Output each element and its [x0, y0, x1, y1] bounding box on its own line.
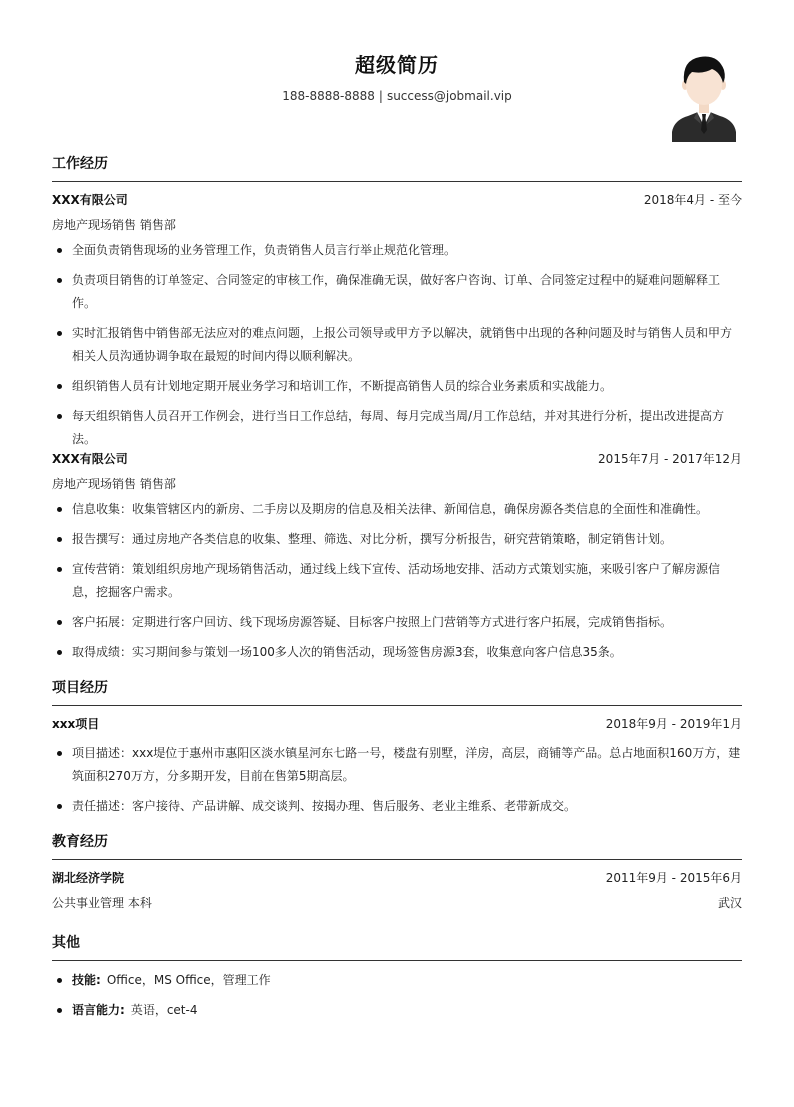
skills-label: 技能: [72, 973, 101, 987]
list-item: 客户拓展：定期进行客户回访、线下现场房源答疑、目标客户按照上门营销等方式进行客户拓展，完成销售指标。 [52, 611, 742, 634]
list-item: 取得成绩：实习期间参与策划一场100多人次的销售活动，现场签售房源3套，收集意向客户信息35条。 [52, 641, 742, 664]
education-detail-line [52, 895, 742, 911]
work-entry-header [52, 192, 742, 208]
language-value: 英语，cet-4 [130, 1003, 198, 1017]
candidate-name: 超级简历 [355, 53, 439, 77]
list-item [52, 969, 742, 992]
work-role-line [52, 217, 742, 233]
work-role-line [52, 476, 742, 492]
section-title-project: 项目经历 [52, 678, 742, 706]
work-bullets [52, 239, 742, 451]
section-title-education: 教育经历 [52, 832, 742, 860]
list-item: 宣传营销：策划组织房地产现场销售活动，通过线上线下宣传、活动场地安排、活动方式策划实施，来吸引客户了解房源信息，挖掘客户需求。 [52, 558, 742, 604]
list-item: 负责项目销售的订单签定、合同签定的审核工作，确保准确无误，做好客户咨询、订单、合同签定过程中的疑难问题解释工作。 [52, 269, 742, 315]
phone-number: 188-8888-8888 [282, 89, 375, 103]
major-degree: 公共事业管理 本科 [52, 896, 152, 910]
project-date: 2018年9月 - 2019年1月 [605, 717, 742, 731]
list-item: 信息收集：收集管辖区内的新房、二手房以及期房的信息及相关法律、新闻信息，确保房源各类信息的全面性和准确性。 [52, 498, 742, 521]
work-entry [52, 451, 742, 664]
list-item: 全面负责销售现场的业务管理工作，负责销售人员言行举止规范化管理。 [52, 239, 742, 262]
list-item: 实时汇报销售中销售部无法应对的难点问题，上报公司领导或甲方予以解决，就销售中出现的各种问题及时与销售人员和甲方相关人员沟通协调争取在最短的时间内得以顺利解决。 [52, 322, 742, 368]
project-experience-section [52, 678, 742, 818]
list-item: 组织销售人员有计划地定期开展业务学习和培训工作，不断提高销售人员的综合业务素质和实战能力。 [52, 375, 742, 398]
project-bullets [52, 742, 742, 818]
resume-content [52, 154, 742, 1036]
language-label: 语言能力: [72, 1003, 125, 1017]
education-date: 2011年9月 - 2015年6月 [605, 871, 742, 885]
school-name: 湖北经济学院 [52, 871, 125, 885]
job-role: 房地产现场销售 销售部 [52, 477, 176, 491]
company-name: XXX有限公司 [52, 193, 128, 207]
company-name: XXX有限公司 [52, 452, 128, 466]
email-address: success@jobmail.vip [386, 89, 512, 103]
work-experience-section [52, 154, 742, 664]
education-section [52, 832, 742, 911]
skills-value: Office，MS Office，管理工作 [106, 973, 271, 987]
list-item: 每天组织销售人员召开工作例会，进行当日工作总结，每周、每月完成当周/月工作总结，并对其进行分析，提出改进提高方法。 [52, 405, 742, 451]
list-item [52, 999, 742, 1022]
section-title-other: 其他 [52, 933, 742, 961]
work-entry [52, 192, 742, 451]
list-item: 项目描述：xxx堤位于惠州市惠阳区淡水镇星河东七路一号，楼盘有别墅，洋房，高层，商铺等产品。总占地面积160万方，建筑面积270万方，分多期开发，目前在售第5期高层。 [52, 742, 742, 788]
list-item: 责任描述：客户接待、产品讲解、成交谈判、按揭办理、售后服务、老业主维系、老带新成交。 [52, 795, 742, 818]
project-entry-header [52, 716, 742, 732]
work-date: 2018年4月 - 至今 [643, 193, 742, 207]
section-title-work: 工作经历 [52, 154, 742, 182]
avatar [668, 52, 740, 142]
education-entry-header [52, 870, 742, 886]
work-date: 2015年7月 - 2017年12月 [598, 452, 742, 466]
contact-separator: | [378, 89, 383, 103]
other-bullets [52, 969, 742, 1022]
school-location: 武汉 [717, 896, 742, 910]
avatar-icon [668, 52, 740, 142]
other-section [52, 933, 742, 1022]
project-name: xxx项目 [52, 717, 100, 731]
work-entry-header [52, 451, 742, 467]
work-bullets [52, 498, 742, 664]
list-item: 报告撰写：通过房地产各类信息的收集、整理、筛选、对比分析，撰写分析报告，研究营销策略，制定销售计划。 [52, 528, 742, 551]
job-role: 房地产现场销售 销售部 [52, 218, 176, 232]
